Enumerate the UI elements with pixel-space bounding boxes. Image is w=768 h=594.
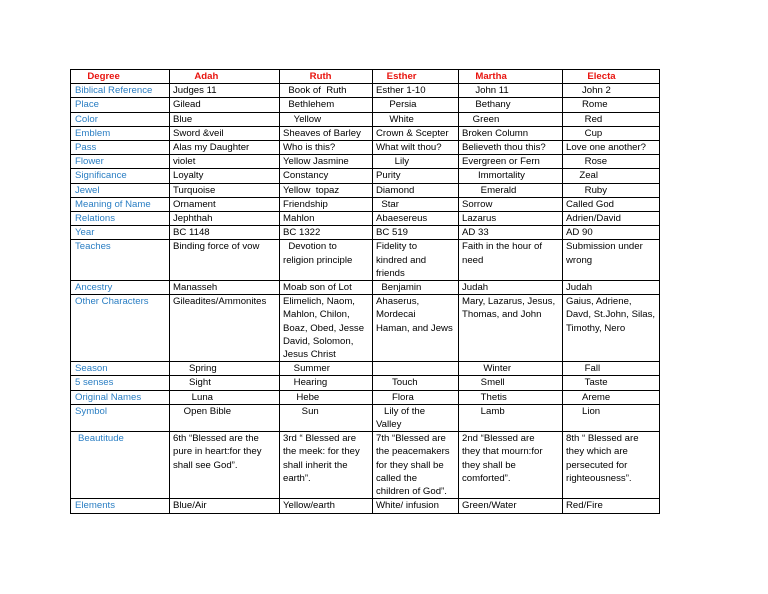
row-label: Teaches	[71, 240, 170, 281]
cell-esther	[373, 362, 459, 376]
cell-esther: Fidelity to kindred and friends	[373, 240, 459, 281]
header-electa: Electa	[563, 70, 660, 84]
cell-electa: Red	[563, 112, 660, 126]
cell-esther: What wilt thou?	[373, 141, 459, 155]
cell-ruth: Friendship	[280, 197, 373, 211]
cell-ruth: Hebe	[280, 390, 373, 404]
cell-esther: Crown & Scepter	[373, 126, 459, 140]
cell-martha: Faith in the hour of need	[459, 240, 563, 281]
cell-electa: Lion	[563, 404, 660, 431]
degree-comparison-table	[70, 69, 660, 514]
cell-esther: Lily of the Valley	[373, 404, 459, 431]
cell-electa: Gaius, Adriene, Davd, St.John, Silas, Timothy, Nero	[563, 295, 660, 362]
cell-ruth: Elimelich, Naom, Mahlon, Chilon, Boaz, Obed, Jesse David, Solomon, Jesus Christ	[280, 295, 373, 362]
cell-martha: Believeth thou this?	[459, 141, 563, 155]
cell-electa: John 2	[563, 84, 660, 98]
cell-ruth: Sun	[280, 404, 373, 431]
cell-esther: Flora	[373, 390, 459, 404]
row-label: Biblical Reference	[71, 84, 170, 98]
cell-martha: Bethany	[459, 98, 563, 112]
cell-esther: Ahaserus, Mordecai Haman, and Jews	[373, 295, 459, 362]
cell-adah: Judges 11	[170, 84, 280, 98]
cell-ruth: Hearing	[280, 376, 373, 390]
table-row	[71, 362, 660, 376]
cell-ruth: Bethlehem	[280, 98, 373, 112]
cell-martha: John 11	[459, 84, 563, 98]
cell-electa: Rose	[563, 155, 660, 169]
table-header-row	[71, 70, 660, 84]
row-label: Beautitude	[71, 432, 170, 499]
row-label: Year	[71, 226, 170, 240]
row-label: Place	[71, 98, 170, 112]
header-esther: Esther	[373, 70, 459, 84]
table-row	[71, 499, 660, 513]
cell-esther: White/ infusion	[373, 499, 459, 513]
cell-esther: Esther 1-10	[373, 84, 459, 98]
cell-electa: Love one another?	[563, 141, 660, 155]
table-row	[71, 212, 660, 226]
header-ruth: Ruth	[280, 70, 373, 84]
row-label: Symbol	[71, 404, 170, 431]
cell-martha: Green/Water	[459, 499, 563, 513]
cell-esther: Benjamin	[373, 281, 459, 295]
cell-electa: Red/Fire	[563, 499, 660, 513]
row-label: Pass	[71, 141, 170, 155]
table-row	[71, 155, 660, 169]
cell-adah: Loyalty	[170, 169, 280, 183]
cell-martha: 2nd “Blessed are they that mourn:for they shall be comforted”.	[459, 432, 563, 499]
cell-esther: Star	[373, 197, 459, 211]
cell-martha: Broken Column	[459, 126, 563, 140]
cell-esther: Abaesereus	[373, 212, 459, 226]
table-row	[71, 281, 660, 295]
table-row	[71, 112, 660, 126]
cell-esther: Diamond	[373, 183, 459, 197]
cell-adah: 6th “Blessed are the pure in heart:for they shall see God”.	[170, 432, 280, 499]
cell-ruth: Yellow topaz	[280, 183, 373, 197]
header-degree: Degree	[71, 70, 170, 84]
cell-adah: BC 1148	[170, 226, 280, 240]
cell-esther: White	[373, 112, 459, 126]
cell-electa: Rome	[563, 98, 660, 112]
table-row	[71, 240, 660, 281]
cell-martha: Mary, Lazarus, Jesus, Thomas, and John	[459, 295, 563, 362]
row-label: Jewel	[71, 183, 170, 197]
row-label: Other Characters	[71, 295, 170, 362]
cell-electa: Ruby	[563, 183, 660, 197]
cell-martha: Immortality	[459, 169, 563, 183]
cell-martha: Sorrow	[459, 197, 563, 211]
header-martha: Martha	[459, 70, 563, 84]
table-row	[71, 84, 660, 98]
table-row	[71, 404, 660, 431]
cell-ruth: BC 1322	[280, 226, 373, 240]
cell-electa: Submission under wrong	[563, 240, 660, 281]
cell-electa: Taste	[563, 376, 660, 390]
cell-adah: Luna	[170, 390, 280, 404]
table-row	[71, 295, 660, 362]
cell-electa: Judah	[563, 281, 660, 295]
cell-electa: Adrien/David	[563, 212, 660, 226]
cell-ruth: Yellow	[280, 112, 373, 126]
cell-electa: Zeal	[563, 169, 660, 183]
cell-esther: Touch	[373, 376, 459, 390]
cell-adah: Binding force of vow	[170, 240, 280, 281]
cell-martha: Thetis	[459, 390, 563, 404]
cell-adah: Jephthah	[170, 212, 280, 226]
table-row	[71, 126, 660, 140]
cell-martha: Smell	[459, 376, 563, 390]
table-row	[71, 432, 660, 499]
row-label: Ancestry	[71, 281, 170, 295]
cell-esther: Purity	[373, 169, 459, 183]
cell-adah: Alas my Daughter	[170, 141, 280, 155]
cell-electa: AD 90	[563, 226, 660, 240]
table-body	[71, 84, 660, 513]
cell-adah: Sight	[170, 376, 280, 390]
cell-electa: Areme	[563, 390, 660, 404]
cell-adah: Blue/Air	[170, 499, 280, 513]
cell-martha: Lamb	[459, 404, 563, 431]
cell-martha: Judah	[459, 281, 563, 295]
cell-esther: BC 519	[373, 226, 459, 240]
cell-ruth: Yellow/earth	[280, 499, 373, 513]
row-label: Original Names	[71, 390, 170, 404]
row-label: Meaning of Name	[71, 197, 170, 211]
cell-martha: AD 33	[459, 226, 563, 240]
cell-ruth: Devotion to religion principle	[280, 240, 373, 281]
cell-ruth: Yellow Jasmine	[280, 155, 373, 169]
cell-ruth: Summer	[280, 362, 373, 376]
cell-ruth: Who is this?	[280, 141, 373, 155]
cell-adah: Gileadites/Ammonites	[170, 295, 280, 362]
cell-martha: Green	[459, 112, 563, 126]
cell-adah: Spring	[170, 362, 280, 376]
row-label: Significance	[71, 169, 170, 183]
cell-electa: Cup	[563, 126, 660, 140]
cell-esther: 7th “Blessed are the peacemakers for they shall be called the children of God”.	[373, 432, 459, 499]
row-label: Emblem	[71, 126, 170, 140]
cell-ruth: Moab son of Lot	[280, 281, 373, 295]
table-row	[71, 169, 660, 183]
cell-adah: Blue	[170, 112, 280, 126]
cell-adah: Gilead	[170, 98, 280, 112]
cell-esther: Persia	[373, 98, 459, 112]
cell-ruth: 3rd “ Blessed are the meek: for they shall inherit the earth”.	[280, 432, 373, 499]
cell-ruth: Mahlon	[280, 212, 373, 226]
cell-esther: Lily	[373, 155, 459, 169]
cell-adah: Open Bible	[170, 404, 280, 431]
cell-electa: Fall	[563, 362, 660, 376]
table-row	[71, 98, 660, 112]
table-row	[71, 197, 660, 211]
cell-adah: Sword &veil	[170, 126, 280, 140]
cell-ruth: Sheaves of Barley	[280, 126, 373, 140]
cell-adah: Ornament	[170, 197, 280, 211]
row-label: Season	[71, 362, 170, 376]
row-label: Relations	[71, 212, 170, 226]
table-row	[71, 226, 660, 240]
cell-electa: 8th “ Blessed are they which are persecuted for righteousness”.	[563, 432, 660, 499]
cell-martha: Emerald	[459, 183, 563, 197]
row-label: 5 senses	[71, 376, 170, 390]
table-row	[71, 183, 660, 197]
table-row	[71, 141, 660, 155]
cell-ruth: Constancy	[280, 169, 373, 183]
cell-electa: Called God	[563, 197, 660, 211]
table-row	[71, 376, 660, 390]
cell-adah: violet	[170, 155, 280, 169]
row-label: Color	[71, 112, 170, 126]
header-adah: Adah	[170, 70, 280, 84]
cell-martha: Evergreen or Fern	[459, 155, 563, 169]
cell-adah: Manasseh	[170, 281, 280, 295]
row-label: Flower	[71, 155, 170, 169]
row-label: Elements	[71, 499, 170, 513]
table-row	[71, 390, 660, 404]
cell-martha: Winter	[459, 362, 563, 376]
cell-martha: Lazarus	[459, 212, 563, 226]
cell-adah: Turquoise	[170, 183, 280, 197]
cell-ruth: Book of Ruth	[280, 84, 373, 98]
